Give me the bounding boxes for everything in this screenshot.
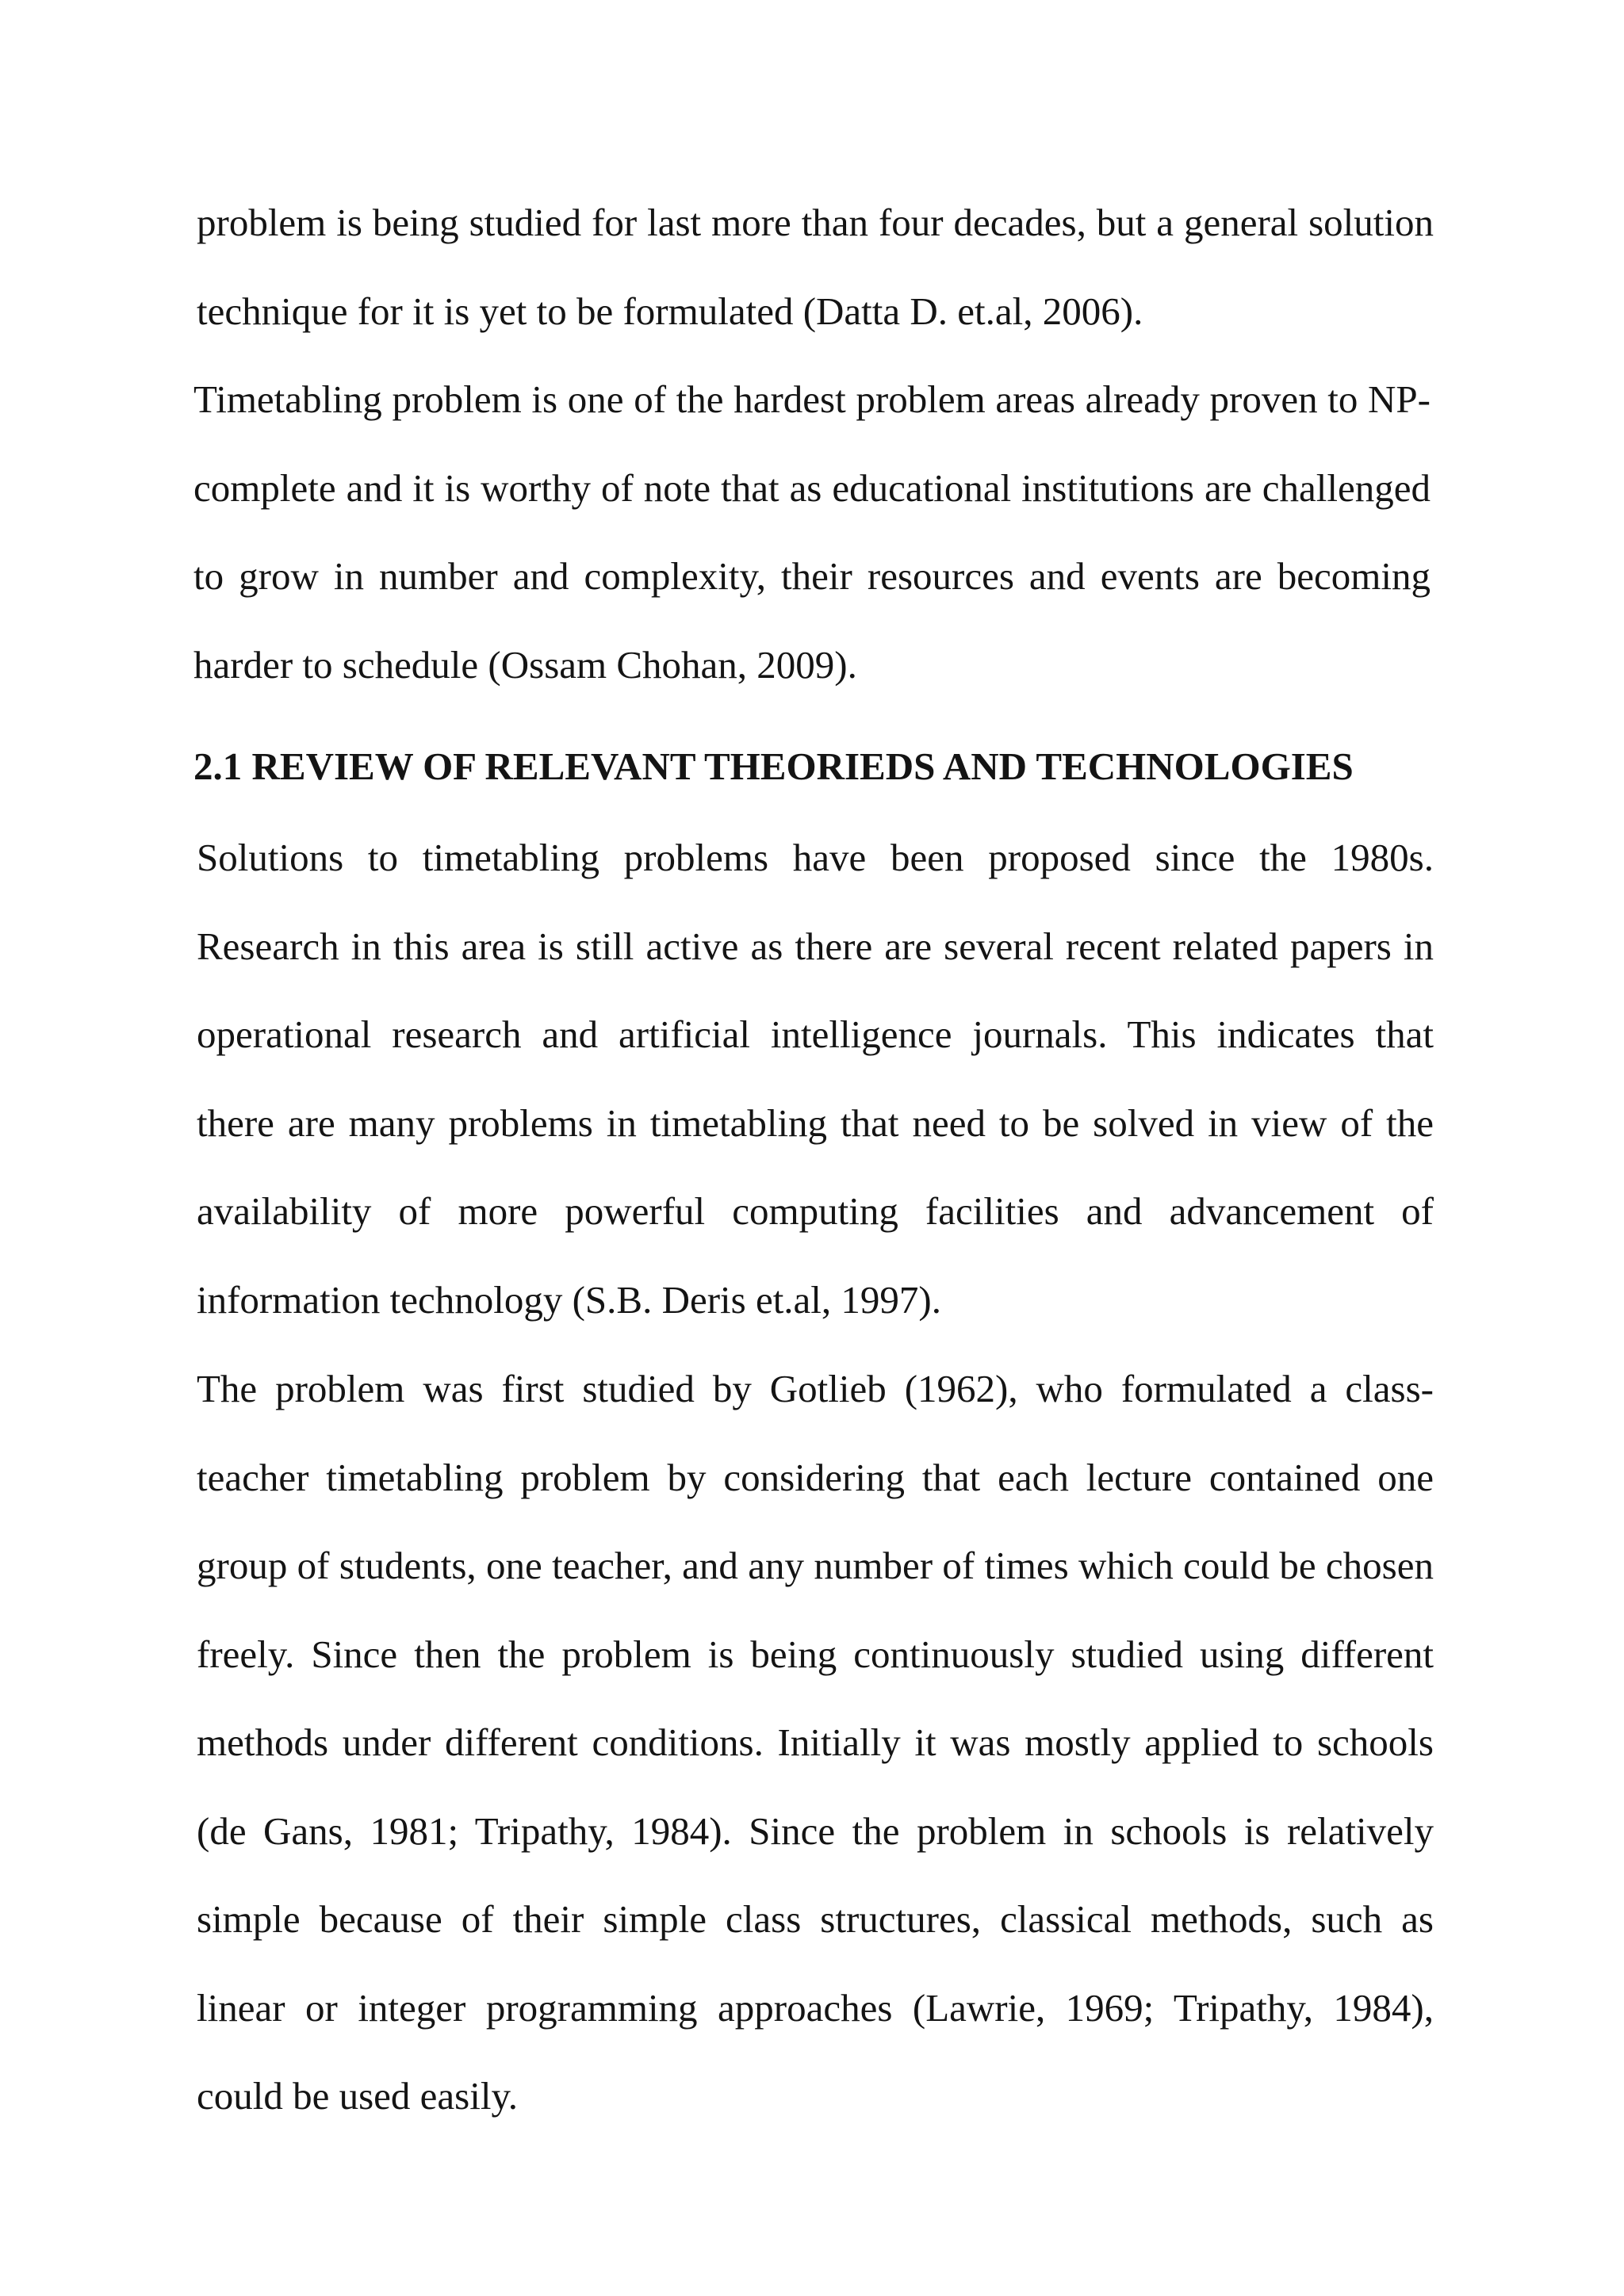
paragraph-text: The problem was first studied by Gotlieb (1962), who formulated a class-teacher timetabling problem by considering that each lecture contained one group of students, one teacher, and any number of times which could be chosen freely. Since then the problem is being continuously studied using different methods under different conditions. Initially it was mostly applied to schools (de Gans, 1981; Tripathy, 1984). Since the problem in schools is relatively simple because of their simple class structures, classical methods, such as linear or integer programming approaches (Lawrie, 1969; Tripathy, 1984), could be used easily.: [197, 1367, 1434, 2118]
paragraph-text: Timetabling problem is one of the hardest problem areas already proven to NP-complete and it is worthy of note that as educational institutions are challenged to grow in number and complexity, their resources and events are becoming harder to schedule (Ossam Chohan, 2009).: [193, 377, 1431, 687]
paragraph-gotlieb: [197, 1345, 1434, 2141]
section-heading: 2.1 REVIEW OF RELEVANT THEORIEDS AND TECHNOLOGIES: [193, 744, 1354, 788]
paragraph-np-complete: [193, 355, 1431, 709]
paragraph-text: problem is being studied for last more than four decades, but a general solution technique for it is yet to be formulated (Datta D. et.al, 2006).: [197, 201, 1434, 333]
paragraph-solutions-history: [197, 813, 1434, 1344]
paragraph-text: Solutions to timetabling problems have been proposed since the 1980s. Research in this area is still active as there are several recent related papers in operational research and artificial intelligence journals. This indicates that there are many problems in timetabling that need to be solved in view of the availability of more powerful computing facilities and advancement of information technology (S.B. Deris et.al, 1997).: [197, 836, 1434, 1322]
paragraph-intro-continuation: [197, 178, 1434, 355]
